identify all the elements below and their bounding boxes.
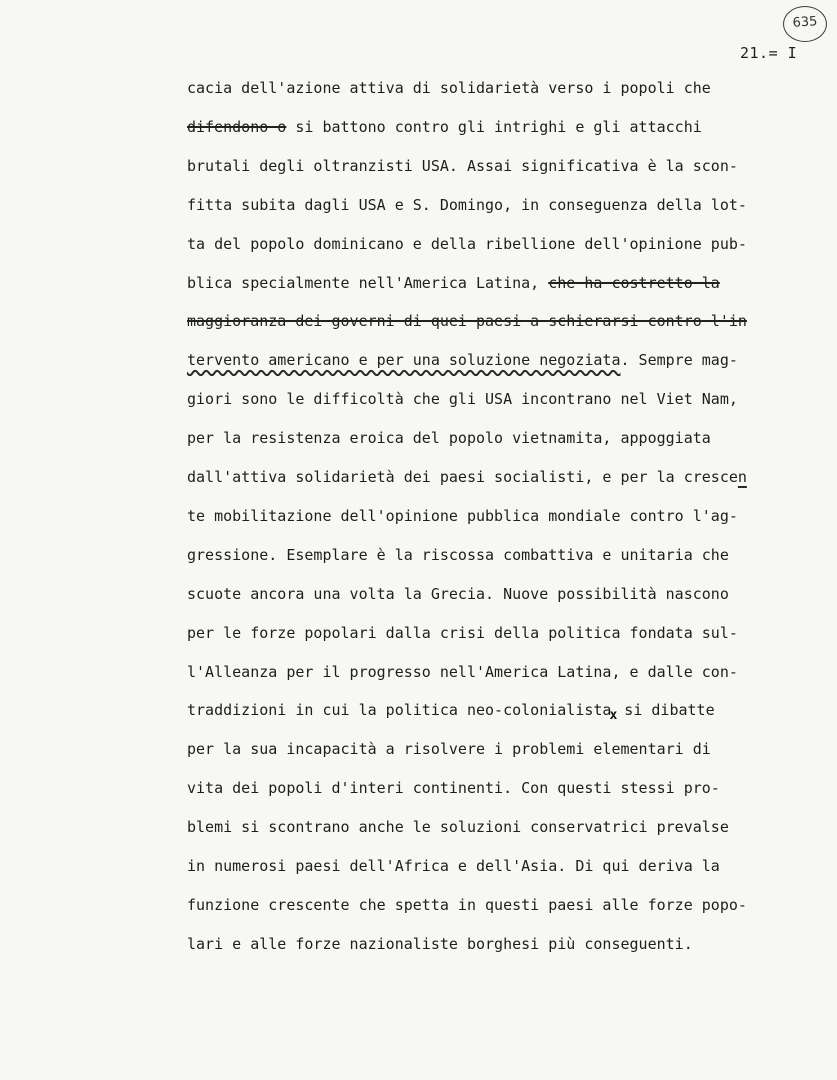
text-line bbox=[187, 620, 807, 646]
page-number: 21.= I bbox=[740, 44, 798, 62]
text-segment: si dibatte bbox=[615, 701, 715, 720]
text-segment: fitta subita dagli USA e S. Domingo, in conseguenza della lot- bbox=[187, 195, 747, 214]
struck-text: maggioranza dei governi di quei paesi a schierarsi contro l'in bbox=[187, 312, 747, 331]
struck-text: difendono o bbox=[187, 117, 287, 136]
underlined-text: n bbox=[737, 468, 747, 486]
text-line bbox=[187, 231, 807, 257]
text-segment: giori sono le difficoltà che gli USA incontrano nel Viet Nam, bbox=[187, 390, 738, 409]
text-line bbox=[187, 347, 807, 373]
text-segment: brutali degli oltranzisti USA. Assai significativa è la scon- bbox=[187, 156, 738, 175]
text-line bbox=[187, 659, 807, 685]
text-segment: blemi si scontrano anche le soluzioni conservatrici prevalse bbox=[187, 818, 729, 837]
text-segment: in numerosi paesi dell'Africa e dell'Asia. Di qui deriva la bbox=[187, 857, 720, 875]
text-line bbox=[187, 425, 807, 451]
text-line bbox=[187, 308, 807, 334]
handwritten-caret-mark: x bbox=[609, 708, 618, 724]
text-line bbox=[187, 697, 807, 723]
struck-text: che ha costretto la bbox=[548, 273, 720, 292]
text-line bbox=[187, 853, 807, 879]
archive-number-stamp bbox=[783, 6, 827, 42]
text-segment: si battono contro gli intrighi e gli attacchi bbox=[286, 117, 702, 136]
text-line bbox=[187, 75, 807, 101]
text-segment: funzione crescente che spetta in questi paesi alle forze popo- bbox=[187, 895, 747, 914]
text-line bbox=[187, 736, 807, 762]
text-line bbox=[187, 192, 807, 218]
wavy-underlined-text: tervento americano e per una soluzione negoziata bbox=[187, 351, 621, 370]
text-segment: vita dei popoli d'interi continenti. Con questi stessi pro- bbox=[187, 779, 720, 798]
text-line bbox=[187, 581, 807, 607]
text-segment: cacia dell'azione attiva di solidarietà verso i popoli che bbox=[187, 79, 711, 97]
text-line bbox=[187, 386, 807, 412]
text-segment: per la resistenza eroica del popolo vietnamita, appoggiata bbox=[187, 429, 711, 448]
text-segment: gressione. Esemplare è la riscossa combattiva e unitaria che bbox=[187, 545, 729, 564]
text-line bbox=[187, 892, 807, 918]
text-line bbox=[187, 931, 807, 957]
text-line bbox=[187, 814, 807, 840]
text-segment: traddizioni in cui la politica neo-colonialista bbox=[187, 701, 612, 720]
text-segment: dall'attiva solidarietà dei paesi socialisti, e per la cresce bbox=[187, 468, 738, 486]
text-segment: . Sempre mag- bbox=[620, 351, 738, 370]
text-segment: scuote ancora una volta la Grecia. Nuove possibilità nascono bbox=[187, 584, 729, 603]
text-line bbox=[187, 153, 807, 179]
archive-number: 635 bbox=[792, 14, 818, 31]
text-line bbox=[187, 503, 807, 529]
text-segment: l'Alleanza per il progresso nell'America Latina, e dalle con- bbox=[187, 662, 738, 681]
text-segment: lari e alle forze nazionaliste borghesi più conseguenti. bbox=[187, 934, 693, 953]
text-line bbox=[187, 270, 807, 296]
text-segment: per le forze popolari dalla crisi della politica fondata sul- bbox=[187, 623, 738, 642]
text-segment: blica specialmente nell'America Latina, bbox=[187, 273, 549, 292]
text-line bbox=[187, 542, 807, 568]
text-segment: per la sua incapacità a risolvere i problemi elementari di bbox=[187, 740, 711, 759]
text-line bbox=[187, 464, 807, 490]
text-line bbox=[187, 114, 807, 140]
text-segment: ta del popolo dominicano e della ribellione dell'opinione pub- bbox=[187, 234, 747, 253]
text-line bbox=[187, 775, 807, 801]
text-segment: te mobilitazione dell'opinione pubblica mondiale contro l'ag- bbox=[187, 506, 738, 525]
